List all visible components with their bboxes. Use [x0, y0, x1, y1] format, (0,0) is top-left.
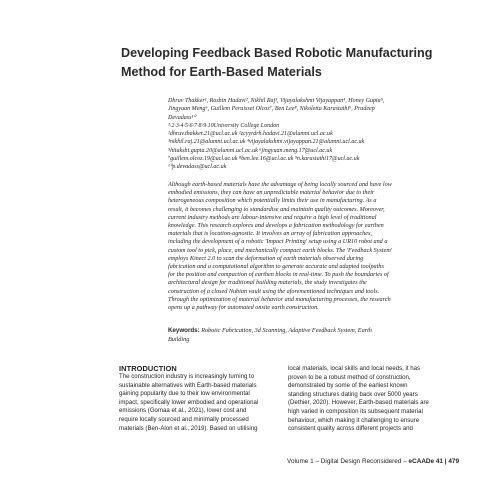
abstract-line: architectural design for traditional building materials, the study investigates the [168, 279, 367, 287]
body-line: demonstrated by some of the earliest known [288, 382, 408, 390]
abstract-line: result, it becomes challenging to standardise and maintain quality outcomes. Moreover, [168, 205, 385, 213]
abstract-line: knowledge. This research explores and develops a fabrication methodology for earthen [168, 222, 384, 230]
keywords-line [168, 326, 458, 335]
title-line-1: Developing Feedback Based Robotic Manufacturing [121, 46, 433, 60]
body-line: gaining popularity due to their low environmental [119, 390, 250, 398]
body-line: behaviour, which making it challenging to ensure [288, 416, 420, 424]
body-line: (Dethier, 2020). However, Earth-based materials are [288, 399, 429, 407]
page-footer [287, 458, 459, 465]
paper-title [121, 44, 461, 82]
body-line: local materials, local skills and local needs, it has [288, 365, 421, 372]
author-line: Dhruv Thakker¹, Roshin Hadavi², Nikhil Raj³, Vijayalakshmi Vijayappan⁴, Honey Gupta⁵, [168, 98, 385, 104]
abstract-line: employs Kinect 2.0 to scan the deformation of earth materials observed during [168, 254, 364, 262]
author-line: Jingyuan Meng⁶, Guillem Peruisset Olcoz⁷, Ben Lee⁸, Nikoletta Karastathi⁹, Pradeep [168, 106, 375, 113]
page-number: | 479 [444, 458, 459, 465]
footer-conference: eCAADe 41 [408, 458, 443, 465]
body-line: standing structures dating back over 5000 years [288, 390, 418, 398]
abstract-line: fabrication and a computational algorithm to generate accurate and adapted toolpaths [168, 263, 384, 271]
author-block [168, 97, 468, 172]
abstract-line: including the development of a robotic 'Impact Printing' setup using a UR10 robot and a [168, 238, 388, 246]
body-line: The construction industry is increasingly turning to [119, 373, 255, 380]
abstract-line: heterogeneous composition which potentially limits their use in manufacturing. As a [168, 197, 377, 205]
keywords-line: Building [168, 336, 190, 344]
body-column-left [119, 373, 284, 433]
abstract-line: Through the optimization of material behavior and manufacturing processes, the research [168, 295, 391, 303]
email-line: ¹dhruv.thakker.21@ucl.ac.uk ²zcyyrdrh.hadavi.21@alumni.ucl.ac.uk [168, 131, 333, 138]
abstract-line: construction of a closed Nubian vault using the aforementioned techniques and tools. [168, 287, 380, 295]
author-line: Devadass¹⁰ [168, 114, 196, 121]
body-line: proven to be a robust method of construction, [288, 373, 411, 381]
affiliation-line: ¹·2·3·4·5·6·7·8·9·10University College London [168, 122, 280, 129]
footer-volume: Volume 1 – Digital Design Reconsidered – [287, 458, 407, 465]
body-line: consistent quality across different projects and [288, 425, 413, 433]
body-column-right [288, 365, 453, 434]
section-heading: INTRODUCTION [119, 364, 177, 373]
body-line: materials (Ben-Alon et al., 2019). Based on utilising [119, 424, 258, 432]
abstract-line: current industry methods are labour-intensive and require a high level of traditional [168, 213, 377, 221]
abstract-line: for the position and compaction of earthen blocks in real-time. To push the boundaries of [168, 271, 389, 279]
abstract-line: Although earth-based materials have the advantage of being locally sourced and have low [168, 181, 392, 188]
body-line: require locally sourced and minimally processed [119, 415, 249, 423]
body-line: sustainable alternatives with Earth-based materials [119, 381, 257, 389]
keywords-label: Keywords: [168, 327, 200, 334]
keywords-text: Robotic Fabrication, 3d Scanning, Adaptive Feedback System, Earth [201, 327, 372, 334]
keywords [168, 326, 458, 345]
abstract-line: embodied emissions, they can have an unpredictable material behavior due to their [168, 189, 375, 197]
email-line: ¹⁰p.devadass@ucl.ac.uk [168, 164, 227, 171]
title-line-2: Method for Earth-Based Materials [121, 65, 322, 79]
abstract-line: opens up a pathway for automated onsite earth construction. [168, 304, 319, 312]
abstract-line: materials that is location-agnostic. It involves an array of fabrication approaches, [168, 230, 372, 238]
abstract [168, 181, 458, 312]
body-line: high varied in composition its subsequent material [288, 407, 423, 415]
body-line: emissions (Gomaa et al., 2021), lower cost and [119, 407, 247, 415]
abstract-line: custom tool to pick, place, and mechanically compact earth blocks. The 'Feedback System' [168, 246, 393, 254]
email-line: ⁵hitakshi.gupta.20@alumni.ucl.ac.uk ⁶jingyuan.meng.17@ucl.ac.uk [168, 147, 333, 154]
body-line: impact, specifically lower embodied and operational [119, 398, 259, 406]
email-line: ⁷guillem.olcoz.19@ucl.ac.uk ⁸ben.lee.16@ucl.ac.uk ⁹n.karastathi17@ucl.ac.uk [168, 156, 360, 163]
email-line: ³nikhil.raj.21@alumni.ucl.ac.uk ⁴vijayalakshmi.vijayappan.21@alumni.ucl.ac.uk [168, 139, 365, 146]
